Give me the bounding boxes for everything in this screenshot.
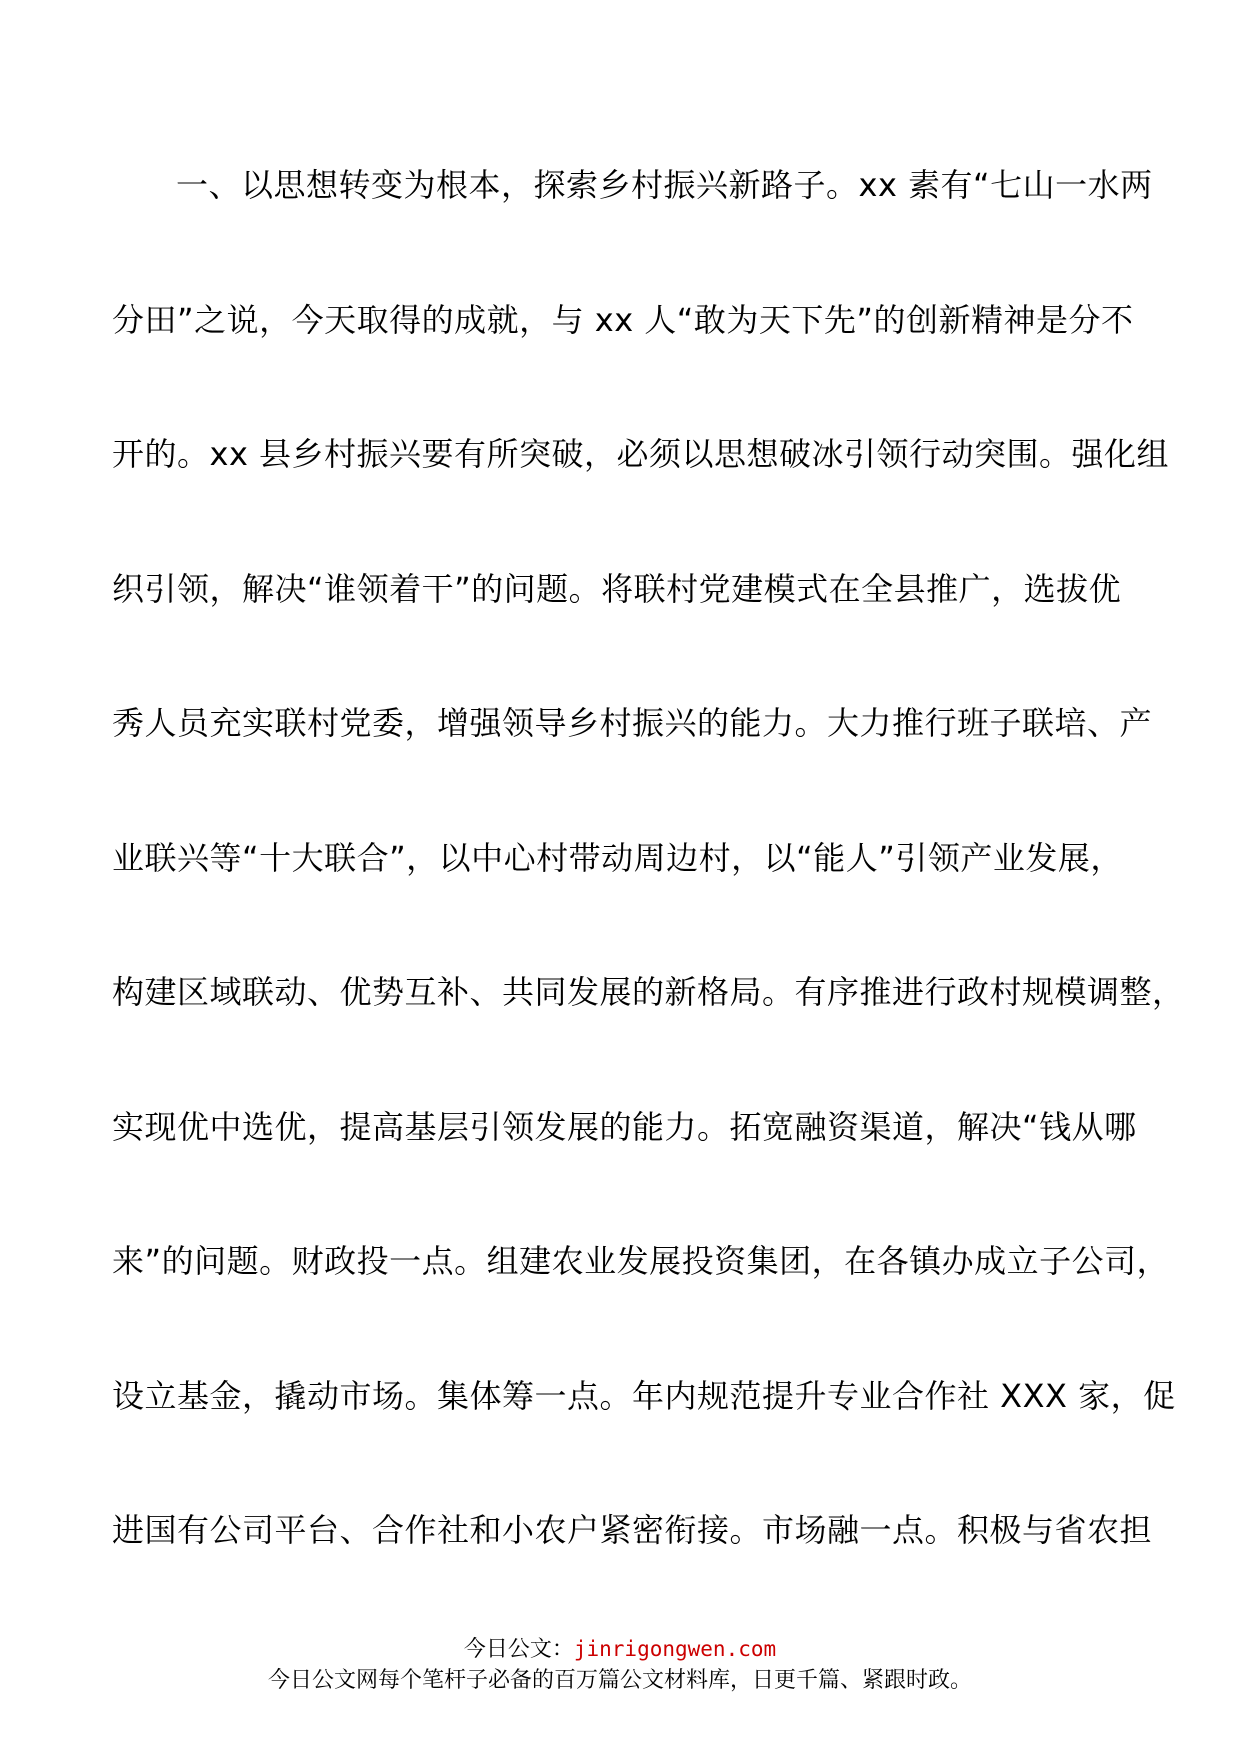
paragraph-line-1: 一、以思想转变为根本，探索乡村振兴新路子。xx 素有“七山一水两 (176, 166, 1153, 204)
paragraph-line-5: 秀人员充实联村党委，增强领导乡村振兴的能力。大力推行班子联培、产 (112, 704, 1153, 742)
paragraph-line-7: 构建区域联动、优势互补、共同发展的新格局。有序推进行政村规模调整， (112, 973, 1185, 1011)
footer-source (0, 1634, 1240, 1665)
document-body (112, 150, 1185, 1630)
paragraph-line-3: 开的。xx 县乡村振兴要有所突破，必须以思想破冰引领行动突围。强化组 (112, 435, 1170, 473)
footer-url-link[interactable]: jinrigongwen.com (573, 1637, 777, 1661)
paragraph-line-8: 实现优中选优，提高基层引领发展的能力。拓宽融资渠道，解决“钱从哪 (112, 1107, 1137, 1146)
paragraph-line-2: 分田”之说，今天取得的成就，与 xx 人“敢为天下先”的创新精神是分不 (112, 300, 1134, 339)
paragraph-line-9: 来”的问题。财政投一点。组建农业发展投资集团，在各镇办成立子公司， (112, 1242, 1170, 1280)
paragraph-line-6: 业联兴等“十大联合”，以中心村带动周边村，以“能人”引领产业发展， (112, 838, 1123, 877)
footer-label: 今日公文： (463, 1637, 574, 1662)
paragraph-line-11: 进国有公司平台、合作社和小农户紧密衔接。市场融一点。积极与省农担 (112, 1511, 1153, 1549)
paragraph-line-4: 织引领，解决“谁领着干”的问题。将联村党建模式在全县推广，选拔优 (112, 569, 1122, 608)
footer-tagline: 今日公文网每个笔杆子必备的百万篇公文材料库，日更千篇、紧跟时政。 (267, 1668, 972, 1693)
paragraph-line-10: 设立基金，撬动市场。集体筹一点。年内规范提升专业合作社 XXX 家，促 (112, 1376, 1176, 1415)
